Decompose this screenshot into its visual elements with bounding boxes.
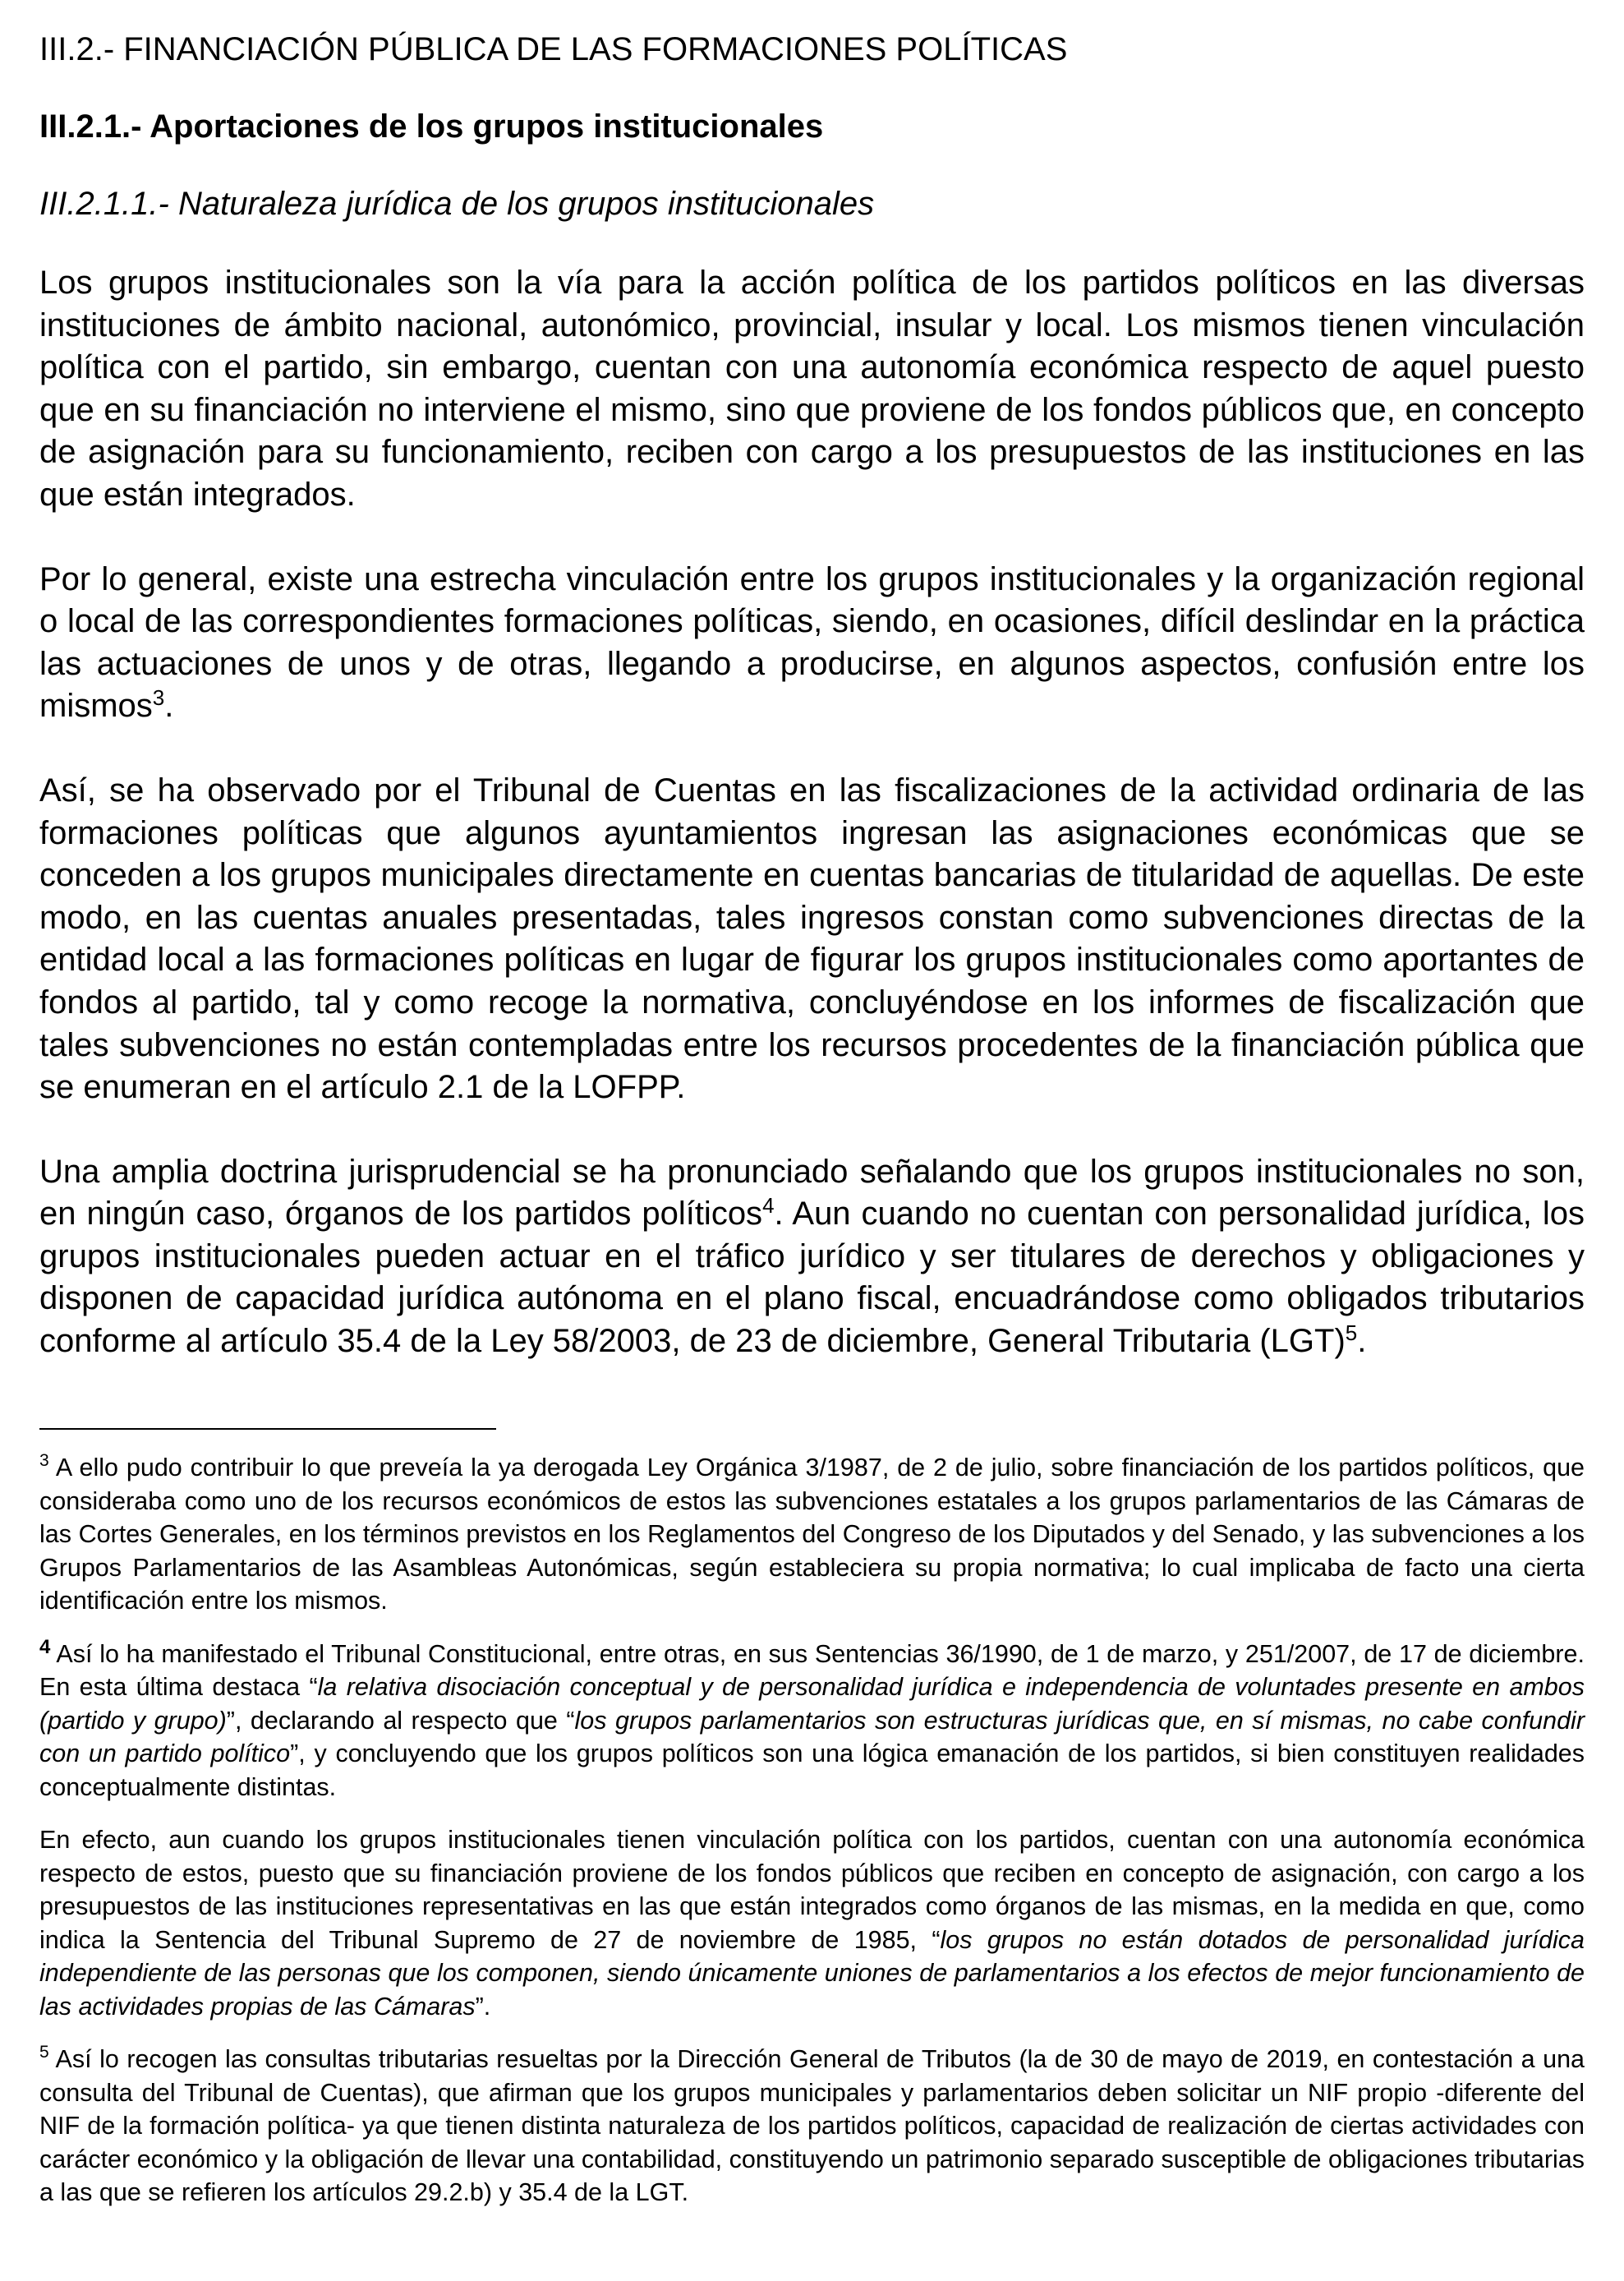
footnote-5-text: Así lo recogen las consultas tributarias resueltas por la Dirección General de Tributos (la de 30 de mayo de 2019, en contestación a una consulta del Tribunal de Cuentas), que afirman que los grupos municipales y parlamentarios deben solicitar un NIF propio -diferente del NIF de la formación política- ya que tienen distinta naturaleza de los partidos políticos, capacidad de realización de ciertas actividades con carácter económico y la obligación de llevar una contabilidad, constituyendo un patrimonio separado susceptible de obligaciones tributarias a las que se refieren los artículos 29.2.b) y 35.4 de la LGT. bbox=[39, 2045, 1585, 2206]
footnote-3 bbox=[39, 1451, 1585, 1618]
footnote-4-cont-text: En efecto, aun cuando los grupos institucionales tienen vinculación política con los partidos, cuentan con una autonomía económica respecto de estos, puesto que su financiación proviene de los fondos públicos que reciben en concepto de asignación, con cargo a los presupuestos de las instituciones representativas en las que están integrados como órganos de las mismas, en la medida en que, como indica la Sentencia del Tribunal Supremo de 27 de noviembre de 1985, “ bbox=[39, 1826, 1585, 1954]
paragraph-4-text-b: . Aun cuando no cuentan con personalidad jurídica, los grupos institucionales pueden actuar en el tráfico jurídico y ser titulares de derechos y obligaciones y disponen de capacidad jurídica autónoma en el plano fiscal, encuadrándose como obligados tributarios conforme al artículo 35.4 de la Ley 58/2003, de 23 de diciembre, General Tributaria (LGT) bbox=[39, 1196, 1585, 1360]
document-body bbox=[39, 25, 1585, 1363]
footnote-ref-4[interactable]: 4 bbox=[762, 1193, 775, 1219]
footnote-4-text-b: ”, declarando al respecto que “ bbox=[226, 1706, 575, 1735]
footnote-ref-3[interactable]: 3 bbox=[152, 685, 165, 711]
subsection-heading: III.2.1.- Aportaciones de los grupos institucionales bbox=[39, 108, 824, 145]
footnote-4-cont-quote: los grupos no están dotados de personalidad jurídica independiente de las personas que los componen, siendo únicamente uniones de parlamentarios a los efectos de mejor funcionamiento de las actividades propias de las Cámaras bbox=[39, 1925, 1585, 2021]
paragraph-3-text: Así, se ha observado por el Tribunal de Cuentas en las fiscalizaciones de la actividad ordinaria de las formaciones políticas que algunos ayuntamientos ingresan las asignaciones económicas que se conceden a los grupos municipales directamente en cuentas bancarias de titularidad de aquellas. De este modo, en las cuentas anuales presentadas, tales ingresos constan como subvenciones directas de la entidad local a las formaciones políticas en lugar de figurar los grupos institucionales como aportantes de fondos al partido, tal y como recoge la normativa, concluyéndose en los informes de fiscalización que tales subvenciones no están contempladas entre los recursos procedentes de la financiación pública que se enumeran en el artículo 2.1 de la LOFPP. bbox=[39, 772, 1585, 1106]
paragraph-4-text-a: Una amplia doctrina jurisprudencial se ha pronunciado señalando que los grupos institucionales no son, en ningún caso, órganos de los partidos políticos bbox=[39, 1153, 1585, 1233]
footnote-4-quote-2: los grupos parlamentarios son estructuras jurídicas que, en sí mismas, no cabe confundir con un partido político bbox=[39, 1706, 1585, 1767]
footnote-4-text-a: Así lo ha manifestado el Tribunal Constitucional, entre otras, en sus Sentencias 36/1990, de 1 de marzo, y 251/2007, de 17 de diciembre. En esta última destaca “ bbox=[39, 1639, 1585, 1701]
footnote-ref-5[interactable]: 5 bbox=[1345, 1320, 1358, 1346]
footnote-number-4: 4 bbox=[39, 1635, 51, 1658]
footnote-3-text: A ello pudo contribuir lo que preveía la ya derogada Ley Orgánica 3/1987, de 2 de julio, sobre financiación de los partidos políticos, que consideraba como uno de los recursos económicos de estos las subvenciones estatales a los grupos parlamentarios de las Cámaras de las Cortes Generales, en los términos previstos en los Reglamentos del Congreso de los Diputados y del Senado, y las subvenciones a los Grupos Parlamentarios de las Asambleas Autonómicas, según estableciera su propia normativa; lo cual implicaba de facto una cierta identificación entre los mismos. bbox=[39, 1454, 1585, 1615]
subsubsection-heading: III.2.1.1.- Naturaleza jurídica de los grupos institucionales bbox=[39, 186, 875, 222]
paragraph-4-end: . bbox=[1357, 1323, 1367, 1360]
paragraph-4 bbox=[39, 1151, 1585, 1363]
footnote-5 bbox=[39, 2043, 1585, 2210]
paragraph-2-text: Por lo general, existe una estrecha vinculación entre los grupos institucionales y la organización regional o local de las correspondientes formaciones políticas, siendo, en ocasiones, difícil deslindar en la práctica las actuaciones de unos y de otras, llegando a producirse, en algunos aspectos, confusión entre los mismos bbox=[39, 560, 1585, 725]
footnote-4-cont-end: ”. bbox=[475, 1992, 491, 2021]
footnote-separator bbox=[39, 1428, 496, 1430]
footnote-number-5: 5 bbox=[39, 2043, 49, 2062]
paragraph-2-end: . bbox=[164, 688, 174, 725]
paragraph-2 bbox=[39, 559, 1585, 728]
footnotes-section bbox=[39, 1451, 1585, 2210]
paragraph-1 bbox=[39, 262, 1585, 517]
footnote-4 bbox=[39, 1635, 1585, 1804]
footnote-number-3: 3 bbox=[39, 1451, 49, 1470]
footnote-4-continuation bbox=[39, 1823, 1585, 2023]
footnote-4-text-c: ”, y concluyendo que los grupos políticos son una lógica emanación de los partidos, si bien constituyen realidades conceptualmente distintas. bbox=[39, 1740, 1585, 1801]
section-heading: III.2.- FINANCIACIÓN PÚBLICA DE LAS FORMACIONES POLÍTICAS bbox=[39, 31, 1068, 67]
footnote-4-quote-1: la relativa disociación conceptual y de personalidad jurídica e independencia de voluntades presente en ambos (partido y grupo) bbox=[39, 1673, 1585, 1735]
paragraph-3 bbox=[39, 770, 1585, 1109]
paragraph-1-text: Los grupos institucionales son la vía para la acción política de los partidos políticos en las diversas instituciones de ámbito nacional, autonómico, provincial, insular y local. Los mismos tienen vinculación política con el partido, sin embargo, cuentan con una autonomía económica respecto de aquel puesto que en su financiación no interviene el mismo, sino que proviene de los fondos públicos que, en concepto de asignación para su funcionamiento, reciben con cargo a los presupuestos de las instituciones en las que están integrados. bbox=[39, 265, 1585, 513]
